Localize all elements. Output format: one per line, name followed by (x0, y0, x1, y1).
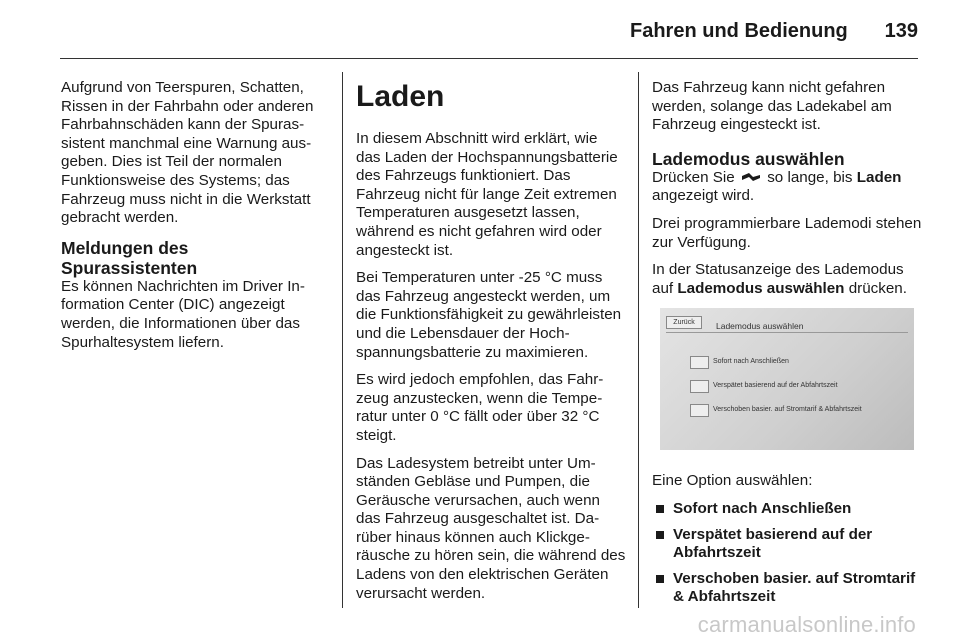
paragraph-three-modes: Drei programmierbare Lademodi stehen zur Verfügung. (652, 214, 922, 251)
paragraph-temperature-recommendation: Es wird jedoch empfohlen, das Fahrzeug anzustecken, wenn die Temperatur unter 0 °C fällt oder über 32 °C steigt. (356, 371, 604, 444)
screen-title-divider (666, 332, 908, 333)
charge-mode-list (652, 500, 922, 607)
paragraph-charging-noise: Das Ladesystem betreibt unter Umständen Gebläse und Pumpen, die Geräusche verursachen, auch wenn das Fahrzeug ausgeschaltet ist. Darüber hinaus können auch Klickgeräusche zu hören sein, die während des Ladens von den elektrischen Geräten verursacht werden. (356, 454, 626, 602)
list-item: Verspätet basierend auf der Abfahrtszeit (652, 526, 922, 563)
column-right (652, 79, 922, 614)
text-status-end: drücken. (848, 279, 907, 297)
text-status-pre: In der Statusanzeige des Lademodus auf (652, 261, 904, 297)
text-select-mode-bold: Lademodus auswählen (677, 279, 845, 297)
text-press-pre: Drücken Sie (652, 168, 735, 186)
text-charging-bold: Laden (856, 168, 902, 186)
screen-option-2 (690, 377, 838, 396)
paragraph-lane-warning: Aufgrund von Teerspuren, Schatten, Rissen in der Fahrbahn oder anderen Fahrbahnschäden kann der Spurassistent manchmal eine Warnung ausgeben. Dies ist Teil der normalen Funktionsweise des Systems; das Fahrzeug muss nicht in die Werkstatt gebracht werden. (61, 79, 314, 227)
list-item: Verschoben basier. auf Stromtarif & Abfahrtszeit (652, 570, 922, 607)
screen-back-button: Zurück (666, 316, 702, 329)
page-header-title: Fahren und Bedienung (630, 20, 848, 42)
page-number: 139 (884, 20, 918, 42)
header-divider (60, 58, 918, 59)
text-press-end: angezeigt wird. (652, 187, 755, 205)
screen-option-1 (690, 353, 789, 372)
screen-option-label: Verschoben basier. auf Stromtarif & Abfahrtszeit (713, 406, 862, 414)
screen-option-box (690, 380, 709, 393)
paragraph-cold-temperatures: Bei Temperaturen unter -25 °C muss das Fahrzeug angesteckt werden, um die Funktionsfähigkeit zu gewährleisten und die Lebensdauer der Hochspannungsbatterie zu maximieren. (356, 269, 622, 361)
heading-select-charge-mode: Lademodus auswählen (652, 148, 845, 169)
screen-option-label: Verspätet basierend auf der Abfahrtszeit (713, 382, 838, 390)
screen-option-label: Sofort nach Anschließen (713, 358, 789, 366)
list-item: Sofort nach Anschließen (652, 500, 922, 519)
section-heading-charging: Laden (356, 80, 445, 113)
paragraph-select-option: Eine Option auswählen: (652, 472, 813, 490)
charge-mode-screen-image (660, 308, 914, 450)
column-middle (356, 79, 626, 612)
paragraph-press-button (652, 169, 922, 206)
screen-option-box (690, 356, 709, 369)
text-press-post: so lange, bis (767, 168, 853, 186)
heading-lane-assist-messages: Meldungen des Spurassistenten (61, 237, 198, 278)
column-divider-2 (638, 72, 639, 608)
paragraph-charging-intro: In diesem Abschnitt wird erklärt, wie das Laden der Hochspannungsbatterie des Fahrzeugs funktioniert. Das Fahrzeug nicht für lange Zeit extremen Temperaturen ausgesetzt lassen, während es nicht gefahren wird oder angesteckt ist. (356, 130, 618, 259)
screen-option-box (690, 404, 709, 417)
charge-plug-icon (741, 172, 761, 183)
paragraph-cable-plugged: Das Fahrzeug kann nicht gefahren werden, solange das Ladekabel am Fahrzeug eingesteckt ist. (652, 79, 892, 134)
column-left (61, 79, 329, 361)
screen-title: Lademodus auswählen (716, 321, 804, 332)
paragraph-status-display (652, 261, 922, 298)
watermark: carmanualsonline.info (697, 612, 916, 637)
paragraph-dic-messages: Es können Nachrichten im Driver Information Center (DIC) angezeigt werden, die Informationen über das Spurhaltesystem liefern. (61, 277, 305, 351)
screen-option-3 (690, 401, 862, 420)
column-divider-1 (342, 72, 343, 608)
